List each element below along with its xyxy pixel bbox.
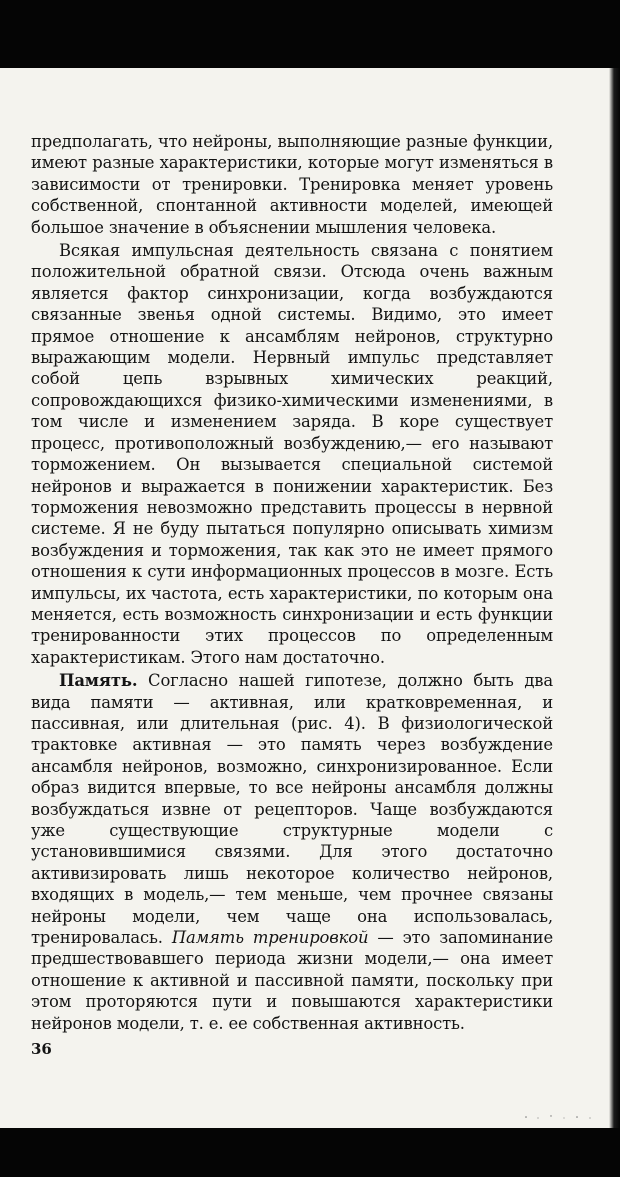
scan-bottom-border	[0, 1128, 620, 1177]
memory-run-in-heading: Память.	[59, 671, 138, 691]
scan-top-border	[0, 0, 620, 68]
paragraph-impulse-activity: Всякая импульсная деятельность связана с понятием положительной обратной связи. Отсюда очень важным является фактор синхронизации, когда возбуждаются связанные звенья одной системы. Видимо, это имеет прямое отношение к ансамблям нейронов, структурно выражающим модели. Нервный импульс представляет собой цепь взрывных химических реакций, сопровождающихся физико-химическими изменениями, в том числе и изменением заряда. В коре существует процесс, противоположный возбуждению,— его называют торможением. Он вызывается специальной системой нейронов и выражается в понижении характеристик. Без торможения невозможно представить процессы в нервной системе. Я не буду пытаться популярно описывать химизм возбуждения и торможения, так как это не имеет прямого отношения к сути информационных процессов в мозге. Есть импульсы, их частота, есть характеристики, по которым она меняется, есть возможность синхронизации и есть функции тренированности этих процессов по определенным характеристикам. Этого нам достаточно.	[31, 241, 553, 667]
page-number: 36	[31, 1040, 52, 1058]
memory-text-part-1: Согласно нашей гипотезе, должно быть два вида памяти — активная, или кратковременная, и пассивная, или длительная (рис. 4). В физиологической трактовке активная — это память через возбуждение ансамбля нейронов, возможно, синхронизированное. Если образ видится впервые, то все нейроны ансамбля должны возбуждаться извне от рецепторов. Чаще возбуждаются уже существующие структурные модели с установившимися связями. Для этого достаточно активизировать лишь некоторое количество нейронов, входящих в модель,— тем меньше, чем прочнее связаны нейроны модели, чем чаще она использовалась, тренировалась.	[31, 671, 553, 948]
scan-noise-speckle	[520, 1112, 600, 1120]
scan-right-edge-shadow	[609, 68, 620, 1128]
paragraph-continuation: предполагать, что нейроны, выполняющие разные функции, имеют разные характеристики, которые могут изменяться в зависимости от тренировки. Тренировка меняет уровень собственной, спонтанной активности моделей, имеющей большое значение в объяснении мышления человека.	[31, 132, 553, 237]
training-memory-term: Память тренировкой	[171, 928, 369, 948]
paragraph-memory	[31, 670, 553, 1034]
memory-text-part-2: — это запоминание предшествовавшего периода жизни модели,— она имеет отношение к активной и пассивной памяти, поскольку при этом проторяются пути и повышаются характеристики нейронов модели, т. е. ее собственная активность.	[31, 928, 554, 1033]
page-body-text	[31, 131, 553, 1036]
